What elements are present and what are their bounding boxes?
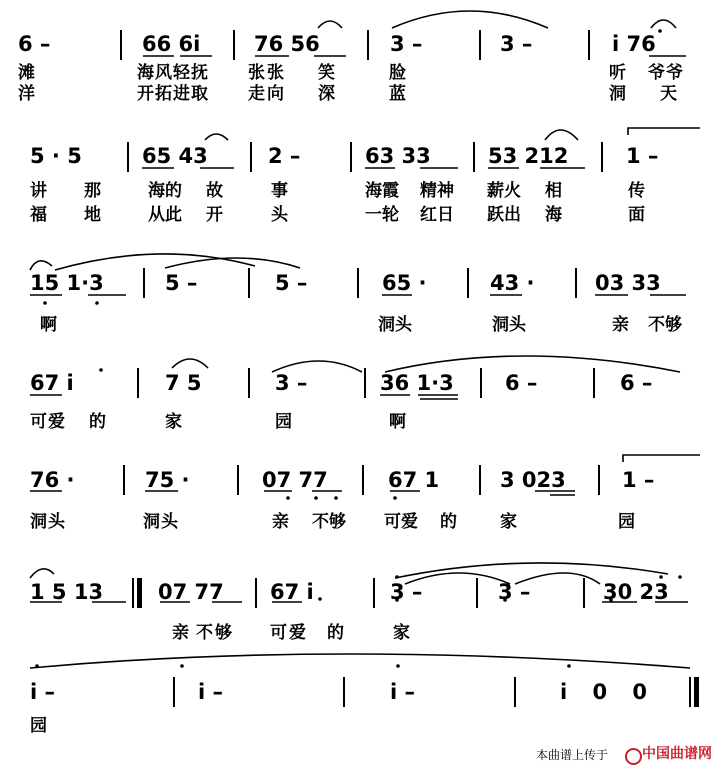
lyric: 洋 (18, 84, 35, 104)
upload-note: 本曲谱上传于 (536, 748, 609, 762)
measure-2-3: 2 – (268, 144, 301, 168)
measure-3-3: 5 – (275, 271, 308, 295)
measure-2-4: 63 33 (365, 144, 431, 168)
lyric: 开 (206, 205, 223, 225)
lyric: 的 (89, 412, 106, 432)
lyric: 海风轻抚 (137, 63, 209, 83)
lyric: 家 (165, 412, 182, 432)
barline (583, 578, 585, 608)
final-barline-thick (694, 677, 699, 707)
measure-5-5: 3 023 (500, 468, 566, 492)
barline (480, 368, 482, 398)
barline (123, 465, 125, 495)
measure-4-1: 67 i (30, 371, 74, 395)
barline (588, 30, 590, 60)
site-logo-icon (625, 748, 642, 765)
lyric: 天 (660, 84, 677, 104)
lyric: 家 (500, 512, 517, 532)
repeat-barline-thick (137, 578, 142, 608)
lyric: 洞头 (143, 512, 179, 532)
lyric: 红日 (420, 205, 454, 225)
measure-4-6: 6 – (620, 371, 653, 395)
final-barline (689, 677, 691, 707)
repeat-barline (132, 578, 134, 608)
barline (237, 465, 239, 495)
measure-3-1: 15 1·3 (30, 271, 104, 295)
measure-1-5: 3 – (500, 32, 533, 56)
lyric: 一轮 (365, 205, 399, 225)
lyric: 的 (440, 512, 457, 532)
barline (476, 578, 478, 608)
barline (127, 142, 129, 172)
lyric: 可爱 (270, 623, 308, 643)
lyric: 园 (30, 716, 47, 736)
barline (250, 142, 252, 172)
lyric: 洞头 (378, 315, 412, 335)
lyric: 脸 (389, 63, 406, 83)
measure-3-5: 43 · (490, 271, 535, 295)
measure-6-5: 3 – (498, 580, 531, 604)
lyric: 讲 (30, 181, 47, 201)
lyric: 家 (393, 623, 410, 643)
measure-6-3: 67 i (270, 580, 314, 604)
measure-6-2: 07 77 (158, 580, 224, 604)
barline (120, 30, 122, 60)
barline (173, 677, 175, 707)
barline (367, 30, 369, 60)
measure-1-6: i 76 (612, 32, 656, 56)
barline (137, 368, 139, 398)
barline (248, 268, 250, 298)
measure-7-3: i – (390, 680, 416, 704)
measure-7-2: i – (198, 680, 224, 704)
lyric: 蓝 (389, 84, 406, 104)
measure-1-3: 76 56 (254, 32, 320, 56)
barline (343, 677, 345, 707)
barline (357, 268, 359, 298)
lyric: 听 (609, 63, 626, 83)
lyric: 那 (84, 181, 101, 201)
measure-7-1: i – (30, 680, 56, 704)
lyric: 不够 (648, 315, 682, 335)
measure-4-3: 3 – (275, 371, 308, 395)
barline (467, 268, 469, 298)
site-name: 中国曲谱网 (642, 746, 712, 762)
measure-5-6: 1 – (622, 468, 655, 492)
lyric: 洞头 (492, 315, 526, 335)
lyric: 洞头 (30, 512, 66, 532)
lyric: 啊 (40, 315, 57, 335)
barline (248, 368, 250, 398)
lyric: 亲 (612, 315, 629, 335)
measure-3-2: 5 – (165, 271, 198, 295)
lyric: 薪火 (487, 181, 521, 201)
lyric: 地 (84, 205, 101, 225)
measure-5-2: 75 · (145, 468, 190, 492)
lyric: 园 (618, 512, 635, 532)
barline (514, 677, 516, 707)
barline (601, 142, 603, 172)
lyric: 开拓进取 (137, 84, 209, 104)
lyric: 爷爷 (648, 63, 684, 83)
measure-1-2: 66 6i (142, 32, 201, 56)
lyric: 的 (327, 623, 344, 643)
measure-4-5: 6 – (505, 371, 538, 395)
barline (373, 578, 375, 608)
barline (233, 30, 235, 60)
barline (479, 465, 481, 495)
lyric: 滩 (18, 63, 35, 83)
measure-2-1: 5 · 5 (30, 144, 82, 168)
barline (479, 30, 481, 60)
lyric: 海霞 (365, 181, 399, 201)
measure-2-5: 53 212 (488, 144, 569, 168)
lyric: 洞 (609, 84, 626, 104)
measure-5-3: 07 77 (262, 468, 328, 492)
measure-6-4: 3 – (390, 580, 423, 604)
measure-6-6: 30 23 (603, 580, 669, 604)
measure-5-4: 67 1 (388, 468, 440, 492)
measure-1-4: 3 – (390, 32, 423, 56)
measure-7-4: i 0 0 (560, 680, 648, 704)
lyric: 深 (318, 84, 335, 104)
lyric: 面 (628, 205, 645, 225)
lyric: 精神 (420, 181, 454, 201)
barline (255, 578, 257, 608)
measure-6-1: 1 5 13 (30, 580, 104, 604)
barline (364, 368, 366, 398)
lyric: 不够 (312, 512, 346, 532)
lyric: 福 (30, 205, 47, 225)
lyric: 故 (206, 181, 223, 201)
lyric: 头 (271, 205, 288, 225)
lyric: 海的 (148, 181, 182, 201)
barline (143, 268, 145, 298)
lyric: 亲 (272, 512, 289, 532)
lyric: 事 (271, 181, 288, 201)
lyric: 张张 (248, 63, 286, 83)
measure-2-2: 65 43 (142, 144, 208, 168)
barline (593, 368, 595, 398)
lyric: 传 (628, 181, 645, 201)
measure-5-1: 76 · (30, 468, 75, 492)
lyric: 笑 (318, 63, 335, 83)
lyric: 从此 (148, 205, 182, 225)
lyric: 可爱 (384, 512, 418, 532)
barline (598, 465, 600, 495)
lyric: 走向 (248, 84, 286, 104)
lyric: 啊 (389, 412, 406, 432)
measure-4-4: 36 1·3 (380, 371, 454, 395)
lyric: 亲 (172, 623, 189, 643)
lyric: 海 (545, 205, 562, 225)
lyric: 跃出 (487, 205, 521, 225)
measure-4-2: 7 5 (165, 371, 202, 395)
barline (362, 465, 364, 495)
lyric: 相 (545, 181, 562, 201)
measure-1-1: 6 – (18, 32, 51, 56)
lyric: 可爱 (30, 412, 66, 432)
lyric: 园 (275, 412, 292, 432)
measure-2-6: 1 – (626, 144, 659, 168)
measure-3-6: 03 33 (595, 271, 661, 295)
measure-3-4: 65 · (382, 271, 427, 295)
barline (473, 142, 475, 172)
barline (575, 268, 577, 298)
lyric: 不够 (196, 623, 234, 643)
barline (350, 142, 352, 172)
